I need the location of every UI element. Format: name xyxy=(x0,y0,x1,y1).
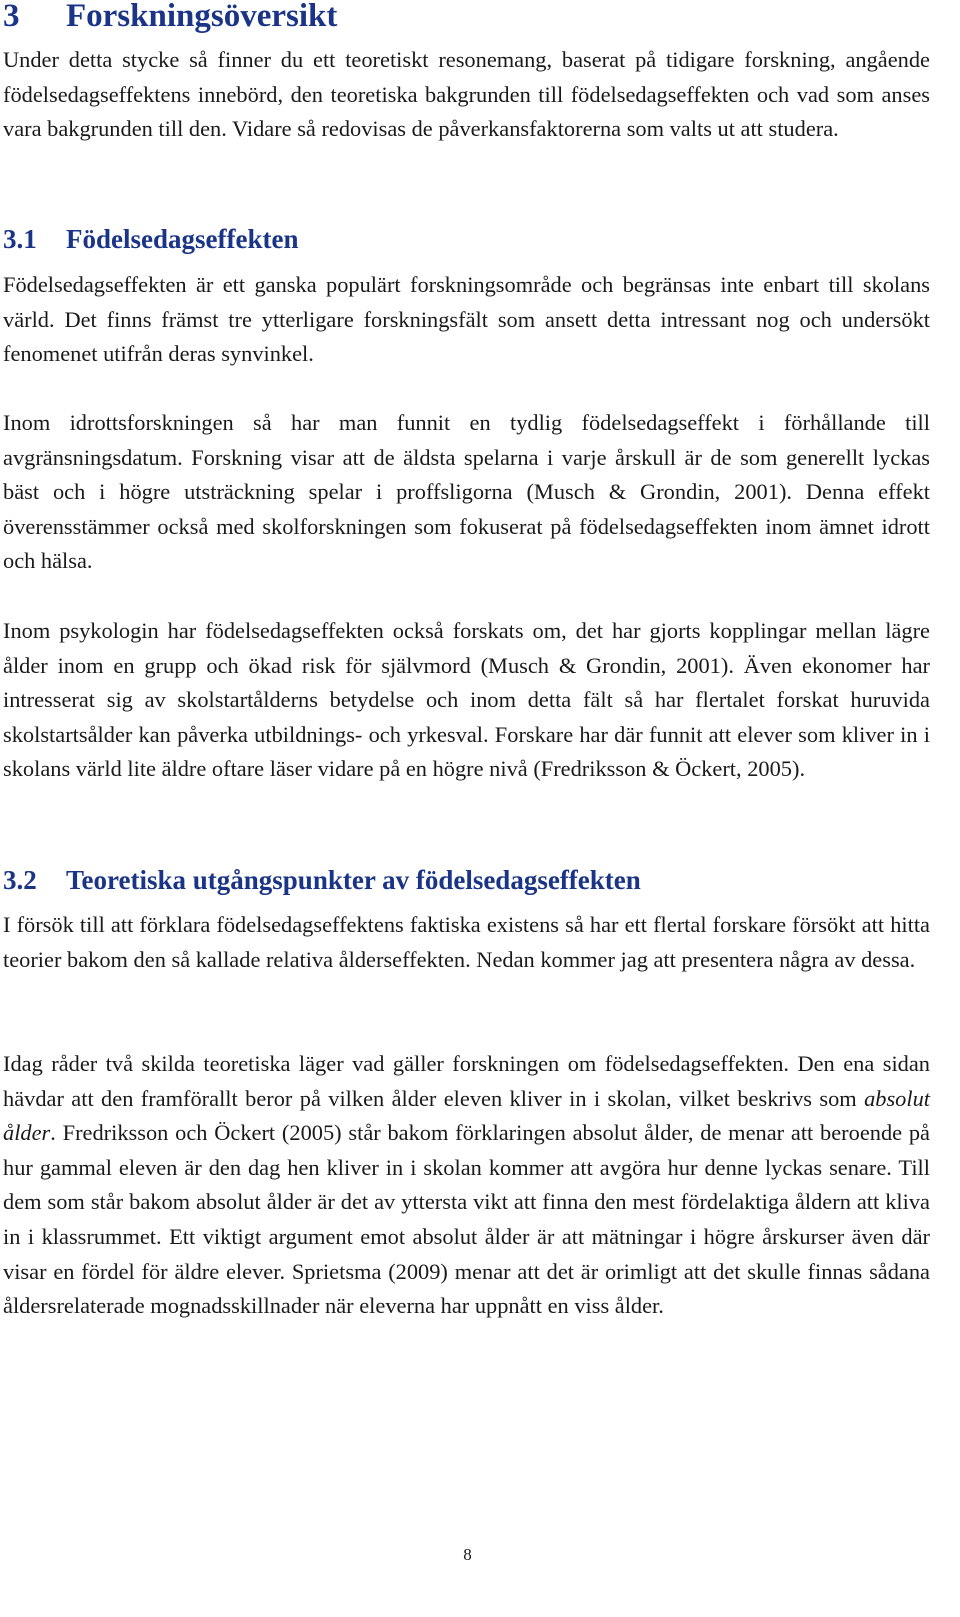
page-number: 8 xyxy=(463,1545,472,1564)
intro-paragraph: Under detta stycke så finner du ett teoretiskt resonemang, baserat på tidigare forskning, angående födelsedagseffektens innebörd, den teoretiska bakgrunden till födelsedagseffekten och vad som anses vara bakgrunden till den. Vidare så redovisas de påverkansfaktorerna som valts ut att studera. xyxy=(3,47,930,142)
italic-term: absolut ålder xyxy=(3,1085,930,1146)
section-number: 3 xyxy=(3,0,20,34)
body-paragraph: Inom psykologin har födelsedagseffekten också forskats om, det har gjorts kopplingar mellan lägre ålder inom en grupp och ökad risk för självmord (Musch & Grondin, 2001). Även ekonomer har intresserat sig av skolstartålderns betydelse och inom detta fält så har flertalet forskat huruvida skolstartsålder kan påverka utbildnings- och yrkesval. Forskare har där funnit att elever som kliver in i skolans värld lite äldre oftare läser vidare på en högre nivå (Fredriksson & Öckert, 2005). xyxy=(3,618,930,782)
paragraph-text: Idag råder två skilda teoretiska läger vad gäller forskningen om födelsedagseffekten. Den ena sidan hävdar att den framförallt beror på vilken ålder eleven kliver in i skolan, vilket beskrivs som xyxy=(3,1051,930,1111)
section-number: 3.2 xyxy=(3,865,37,895)
section-heading-3-1 xyxy=(3,221,298,257)
section-heading-3-2 xyxy=(3,862,641,898)
body-paragraph: Inom idrottsforskningen så har man funnit en tydlig födelsedagseffekt i förhållande till avgränsningsdatum. Forskning visar att de äldsta spelarna i varje årskull är de som generellt lyckas bäst och i högre utsträckning spelar i proffsligorna (Musch & Grondin, 2001). Denna effekt överensstämmer också med skolforskningen som fokuserat på födelsedagseffekten inom ämnet idrott och hälsa. xyxy=(3,410,930,574)
section-title: Teoretiska utgångspunkter av födelsedagseffekten xyxy=(66,865,641,895)
section-title: Födelsedagseffekten xyxy=(66,224,299,254)
section-heading-3 xyxy=(3,0,337,36)
paragraph-text: . Fredriksson och Öckert (2005) står bakom förklaringen absolut ålder, de menar att beroende på hur gammal eleven är den dag hen kliver in i skolan kommer att avgöra hur denne lyckas senare. Till dem som står bakom absolut ålder är det av yttersta vikt att finna den mest fördelaktiga åldern att kliva in i klassrummet. Ett viktigt argument emot absolut ålder är att mätningar i högre årskurser även där visar en fördel för äldre elever. Sprietsma (2009) menar att det är orimligt att det skulle finnas sådana åldersrelaterade mognadsskillnader när eleverna har uppnått en viss ålder. xyxy=(3,1120,930,1319)
section-number: 3.1 xyxy=(3,224,37,254)
body-paragraph xyxy=(3,1047,930,1324)
section-title: Forskningsöversikt xyxy=(66,0,338,34)
body-paragraph: I försök till att förklara födelsedagseffektens faktiska existens så har ett flertal forskare försökt att hitta teorier bakom den så kallade relativa ålderseffekten. Nedan kommer jag att presentera några av dessa. xyxy=(3,912,930,972)
body-paragraph: Födelsedagseffekten är ett ganska populärt forskningsområde och begränsas inte enbart till skolans värld. Det finns främst tre ytterligare forskningsfält som ansett detta intressant nog och undersökt fenomenet utifrån deras synvinkel. xyxy=(3,272,930,367)
